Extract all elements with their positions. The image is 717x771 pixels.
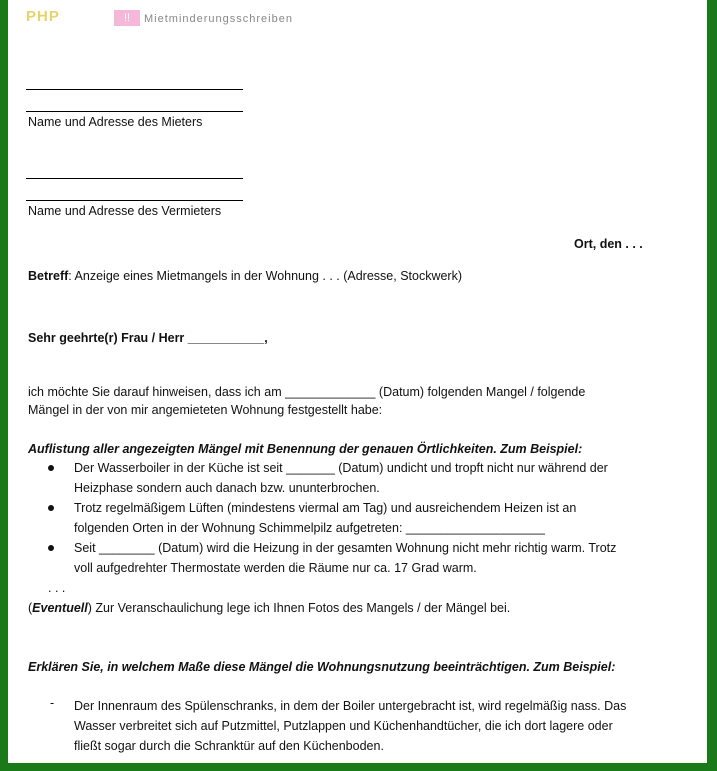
list-item-continuation: folgenden Orten in der Wohnung Schimmelpilz aufgetreten: ____________________ (74, 521, 545, 535)
impact-item-line-2: Wasser verbreitet sich auf Putzmittel, Putzlappen und Küchenhandtücher, die ich dort lagere oder (74, 719, 613, 733)
list-item-continuation: Heizphase sondern auch danach bzw. ununterbrochen. (74, 481, 380, 495)
intro-line-1: ich möchte Sie darauf hinweisen, dass ich am _____________ (Datum) folgenden Mangel / folgende (28, 385, 586, 399)
impact-item-line-3: fließt sogar durch die Schranktür auf den Küchenboden. (74, 739, 384, 753)
salutation: Sehr geehrte(r) Frau / Herr ___________, (28, 331, 268, 345)
defect-list-heading: Auflistung aller angezeigten Mängel mit Benennung der genauen Örtlichkeiten. Zum Beispiel: (28, 442, 583, 456)
list-ellipsis: . . . (48, 581, 66, 595)
tenant-address-line-1 (26, 89, 243, 90)
dash-marker: - (50, 696, 55, 710)
subject-text: : Anzeige eines Mietmangels in der Wohnung . . . (Adresse, Stockwerk) (68, 269, 463, 283)
impact-item-line-1: Der Innenraum des Spülenschranks, in dem der Boiler untergebracht ist, wird regelmäßig nass. Das (74, 699, 627, 713)
eventual-label: Eventuell (32, 601, 88, 615)
bullet-icon (48, 465, 54, 471)
document-title: Mietminderungsschreiben (144, 13, 293, 25)
brand-logo: PHP (26, 8, 60, 25)
landlord-address-line-1 (26, 178, 243, 179)
subject-line (28, 266, 462, 286)
subject-label: Betreff (28, 269, 69, 283)
place-date: Ort, den . . . (574, 237, 643, 251)
eventual-text: Zur Veranschaulichung lege ich Ihnen Fotos des Mangels / der Mängel bei. (91, 601, 511, 615)
impact-heading: Erklären Sie, in welchem Maße diese Mängel die Wohnungsnutzung beeinträchtigen. Zum Beispiel: (28, 660, 616, 674)
intro-line-2: Mängel in der von mir angemieteten Wohnung festgestellt habe: (28, 403, 383, 417)
eventual-line: (Eventuell) Zur Veranschaulichung lege ich Ihnen Fotos des Mangels / der Mängel bei. (28, 601, 511, 615)
bullet-icon (48, 545, 54, 551)
list-item: Der Wasserboiler in der Küche ist seit _______ (Datum) undicht und tropft nicht nur während der (74, 461, 608, 475)
list-item: Trotz regelmäßigem Lüften (mindestens viermal am Tag) und ausreichendem Heizen ist an (74, 501, 577, 515)
bullet-icon (48, 505, 54, 511)
list-item: Seit ________ (Datum) wird die Heizung in der gesamten Wohnung nicht mehr richtig warm. Trotz (74, 541, 617, 555)
list-item-continuation: voll aufgedrehter Thermostate werden die Räume nur ca. 17 Grad warm. (74, 561, 477, 575)
brand-badge: !! (114, 10, 140, 26)
tenant-label: Name und Adresse des Mieters (28, 115, 203, 129)
landlord-label: Name und Adresse des Vermieters (28, 204, 222, 218)
document-page (8, 0, 707, 763)
